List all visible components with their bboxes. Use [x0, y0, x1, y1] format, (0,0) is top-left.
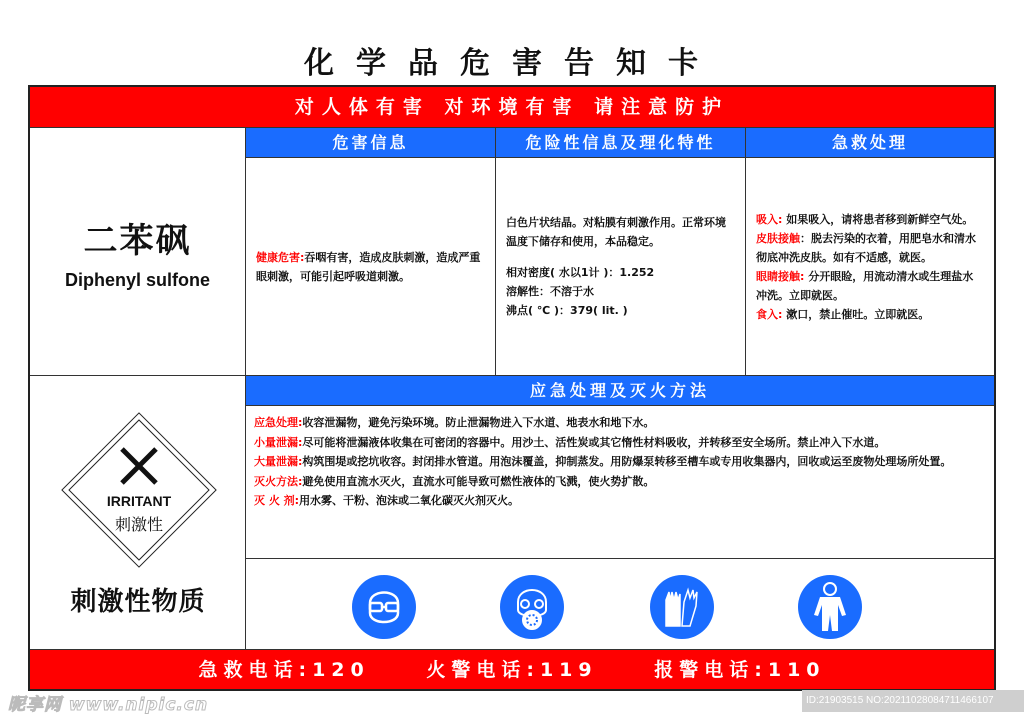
emergency-item: 灭 火 剂:用水雾、干粉、泡沫或二氧化碳灭火剂灭火。 — [254, 494, 520, 507]
emergency-header: 应急处理及灭火方法 — [246, 376, 994, 406]
card-title: 化学品危害告知卡 — [304, 46, 720, 81]
emergency-section — [246, 376, 994, 559]
emergency-item: 灭火方法:避免使用直流水灭火，直流水可能导致可燃性液体的飞溅，使火势扩散。 — [254, 474, 655, 488]
x-cross-icon — [114, 441, 164, 491]
emergency-phone-footer — [30, 649, 994, 689]
health-hazard-text: 健康危害:吞咽有害，造成皮肤刺激，造成严重眼刺激，可能引起呼吸道刺激。 — [256, 250, 481, 283]
fire-phone: 火警电话:119 — [426, 659, 598, 681]
emergency-item: 应急处理:收容泄漏物，避免污染环境。防止泄漏物进入下水道、地表水和地下水。 — [254, 416, 655, 429]
ppe-icons-row — [246, 559, 994, 649]
properties-header: 危险性信息及理化特性 — [496, 128, 745, 158]
hazard-symbol-cell — [30, 376, 246, 649]
hazard-info-header: 危害信息 — [246, 128, 495, 158]
protective-suit-icon — [798, 575, 862, 639]
property-solubility: 溶解性：不溶于水 — [506, 285, 594, 298]
safety-goggles-icon — [352, 575, 416, 639]
first-aid-ingestion: 食入: 漱口，禁止催吐。立即就医。 — [756, 307, 930, 321]
protective-gloves-icon — [650, 575, 714, 639]
irritant-diamond-icon — [62, 413, 216, 567]
property-density: 相对密度( 水以1计 )：1.252 — [506, 266, 655, 279]
hazard-info-column — [246, 128, 496, 376]
first-aid-column — [746, 128, 994, 376]
emergency-item: 大量泄漏:构筑围堤或挖坑收容。封闭排水管道。用泡沫覆盖，抑制蒸发。用防爆泵转移至槽车或专用收集器内，回收或运至废物处理场所处置。 — [254, 455, 952, 468]
first-aid-skin: 皮肤接触：脱去污染的衣着，用肥皂水和清水彻底冲洗皮肤。如有不适感，就医。 — [756, 231, 976, 264]
hazard-class-caption: 刺激性物质 — [70, 587, 206, 617]
first-aid-header: 急救处理 — [746, 128, 994, 158]
property-boiling-point: 沸点( ℃ )：379( lit. ) — [506, 304, 628, 317]
police-phone: 报警电话:110 — [654, 659, 826, 681]
first-aid-inhalation: 吸入: 如果吸入，请将患者移到新鲜空气处。 — [756, 212, 974, 226]
irritant-label-en: IRRITANT — [106, 493, 172, 509]
gas-mask-icon — [500, 575, 564, 639]
watermark-logo: 昵享网 www.nipic.cn — [8, 695, 209, 715]
first-aid-eyes: 眼睛接触: 分开眼睑，用流动清水或生理盐水冲洗。立即就医。 — [756, 269, 974, 302]
chemical-name-cell — [30, 128, 246, 376]
irritant-label-zh: 刺激性 — [114, 515, 163, 534]
hazard-card — [28, 85, 996, 691]
properties-description: 白色片状结晶。对粘膜有刺激作用。正常环境温度下储存和使用，本品稳定。 — [506, 216, 726, 248]
chemical-name-zh: 二苯砜 — [83, 220, 192, 261]
properties-column — [496, 128, 746, 376]
watermark-id: ID:21903515 NO:20211028084711466107 — [802, 690, 1024, 712]
warning-banner: 对人体有害 对环境有害 请注意防护 — [30, 87, 994, 128]
emergency-item: 小量泄漏:尽可能将泄漏液体收集在可密闭的容器中。用沙土、活性炭或其它惰性材料吸收，并转移至安全场所。禁止冲入下水道。 — [254, 435, 886, 449]
first-aid-phone: 急救电话:120 — [198, 659, 370, 681]
chemical-name-en: Diphenyl sulfone — [64, 269, 210, 290]
